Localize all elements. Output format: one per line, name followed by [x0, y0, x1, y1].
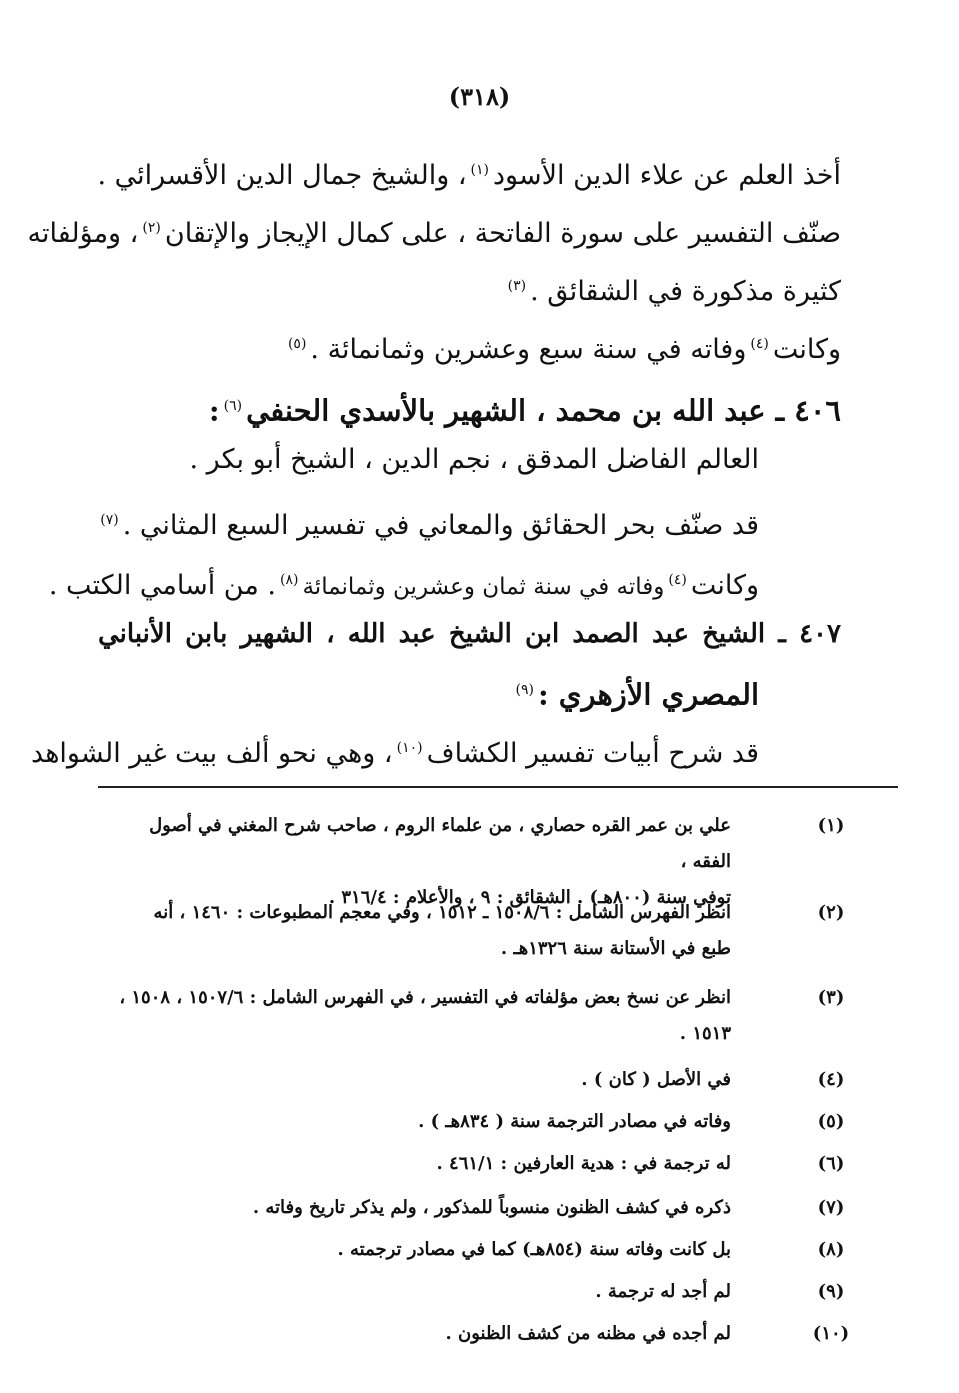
text: وفاته في سنة سبع وعشرين وثمانمائة . [310, 334, 747, 365]
text: . من أسامي الكتب . [48, 570, 276, 601]
footnote-number: (٤) [817, 1069, 845, 1090]
footnote-number: (٥) [817, 1111, 845, 1132]
footnote-ref[interactable]: (٧) [100, 512, 119, 528]
body-line-7 [96, 500, 759, 546]
entry-heading-407-cont [512, 670, 759, 715]
footnote-text: لم أجد له ترجمة . [595, 1281, 731, 1302]
footnote-number: (٦) [817, 1153, 845, 1174]
footnote-ref[interactable]: (١) [470, 162, 490, 178]
footnote-ref[interactable]: (٣) [507, 278, 527, 294]
footnote-text: لم أجده في مظنه من كشف الظنون . [445, 1323, 731, 1344]
footnote-text: طبع في الأستانة سنة ١٣٢٦هـ . [500, 938, 731, 959]
footnote-number: (٨) [817, 1239, 845, 1260]
footnote-number: (١٠) [812, 1323, 850, 1344]
text: قد صنّف بحر الحقائق والمعاني في تفسير السبع المثاني . [122, 510, 759, 541]
body-line-8 [49, 560, 759, 607]
footnote-8 [108, 1232, 861, 1268]
footnote-text: ذكره في كشف الظنون منسوباً للمذكور ، ولم يذكر تاريخ وفاته . [252, 1197, 731, 1218]
body-line-3 [504, 266, 841, 312]
page-number: (٣١٨) [448, 82, 511, 111]
body-line-4 [284, 324, 841, 370]
text: صنّف التفسير على سورة الفاتحة ، على كمال الإيجاز والإتقان [164, 218, 841, 249]
footnote-text: علي بن عمر القره حصاري ، من علماء الروم ، صاحب شرح المغني في أصول الفقه ، [149, 815, 731, 872]
body-line-11 [31, 728, 759, 774]
footnote-number: (٩) [817, 1281, 845, 1302]
footnote-text: ١٥١٣ . [679, 1023, 731, 1044]
footnote-text: انظر عن نسخ بعض مؤلفاته في التفسير ، في الفهرس الشامل : ١٥٠٧/٦ ، ١٥٠٨ ، [119, 987, 731, 1008]
footnote-number: (٢) [817, 902, 845, 923]
footnote-ref[interactable]: (١٠) [396, 740, 423, 756]
footnote-text: توفي سنة (٨٠٠هـ) . الشقائق : ٩ ، والأعلام : ٣١٦/٤ . [328, 887, 731, 908]
text: كثيرة مذكورة في الشقائق . [530, 276, 841, 307]
footnote-text: بل كانت وفاته سنة (٨٥٤هـ) كما في مصادر ترجمته . [337, 1239, 731, 1260]
entry-heading-407 [98, 614, 841, 654]
body-line-6 [190, 440, 760, 480]
footnote-text: انظر الفهرس الشامل : ١٥٠٨/٦ ـ ١٥١٢ ، وفي معجم المطبوعات : ١٤٦٠ ، أنه [153, 902, 731, 923]
body-line-2 [27, 208, 841, 254]
footnote-9 [108, 1274, 861, 1310]
text: وكانت [690, 570, 759, 601]
text: ٤٠٧ ـ الشيخ عبد الصمد ابن الشيخ عبد الله ، الشهير بابن الأنباني [98, 619, 841, 649]
footnote-ref[interactable]: (٤) [750, 336, 769, 352]
text: : [208, 393, 220, 428]
footnote-number: (٧) [817, 1197, 845, 1218]
text: ٤٠٦ ـ عبد الله بن محمد ، الشهير بالأسدي الحنفي [246, 393, 841, 428]
footnote-10 [108, 1316, 861, 1352]
footnote-ref[interactable]: (٤) [668, 572, 687, 588]
footnote-ref[interactable]: (٦) [223, 398, 243, 414]
text: ، وهي نحو ألف بيت غير الشواهد [31, 738, 393, 769]
footnote-5 [108, 1104, 861, 1140]
text: ، ومؤلفاته [27, 218, 139, 249]
footnote-number: (١) [817, 815, 845, 836]
footnote-ref[interactable]: (٢) [142, 220, 161, 236]
footnote-text: في الأصل ( كان ) . [581, 1069, 731, 1090]
text: المصري الأزهري : [538, 677, 759, 712]
text: العالم الفاضل المدقق ، نجم الدين ، الشيخ أبو بكر . [189, 444, 759, 475]
footnote-4 [108, 1062, 861, 1098]
footnote-number: (٣) [817, 987, 845, 1008]
footnote-ref[interactable]: (٥) [287, 336, 307, 352]
footnote-6 [108, 1146, 861, 1182]
text: أخذ العلم عن علاء الدين الأسود [493, 160, 841, 191]
text: ، والشيخ جمال الدين الأقسرائي . [97, 160, 467, 191]
footnote-separator [98, 786, 898, 788]
footnote-text: وفاته في مصادر الترجمة سنة ( ٨٣٤هـ ) . [418, 1111, 731, 1132]
text: وكانت [772, 334, 841, 365]
footnote-2 [108, 895, 861, 967]
footnote-text: له ترجمة في : هدية العارفين : ٤٦١/١ . [436, 1153, 731, 1174]
entry-heading-406 [209, 386, 841, 431]
footnote-3 [108, 980, 861, 1052]
text: قد شرح أبيات تفسير الكشاف [426, 738, 759, 769]
footnote-ref[interactable]: (٩) [515, 682, 534, 698]
footnote-ref[interactable]: (٨) [280, 572, 299, 588]
footnote-7 [108, 1190, 861, 1226]
text: وفاته في سنة ثمان وعشرين وثمانمائة [302, 574, 665, 600]
body-line-1 [97, 150, 841, 196]
